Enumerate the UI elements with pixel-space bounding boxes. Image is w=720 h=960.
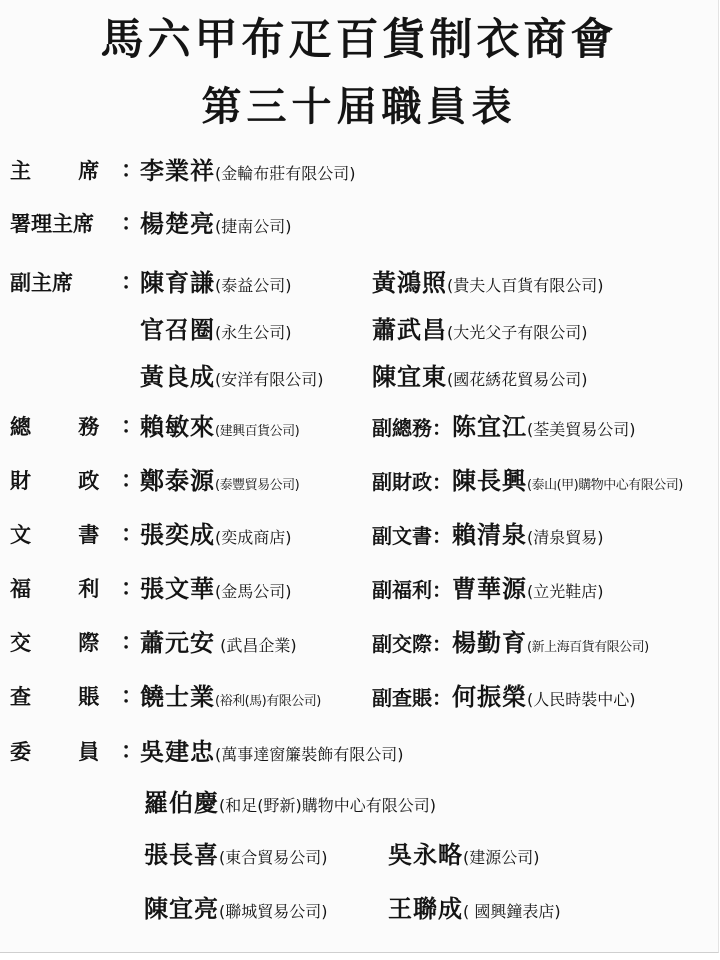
member-name: 賴清泉 — [452, 521, 527, 549]
vice-role-label: 副福利： — [372, 578, 452, 602]
member-company: (國花綉花貿易公司) — [447, 370, 588, 389]
member-name: 鄭泰源 — [140, 467, 215, 495]
colon: ： — [121, 630, 144, 655]
roster-title: 第三十届職員表 — [201, 84, 517, 130]
role-label-welfare: 福 利 — [10, 577, 120, 601]
member-company: (裕利(馬)有限公司) — [215, 694, 321, 709]
member-company: ( 國興鐘表店) — [463, 902, 561, 921]
member-company: (萬事達窗簾裝飾有限公司) — [215, 745, 404, 764]
member-name: 陳宜亮 — [144, 895, 219, 923]
member-entry — [372, 313, 588, 350]
member-company: (大光父子有限公司) — [447, 323, 588, 342]
member-company: (東合貿易公司) — [219, 848, 328, 867]
member-entry — [140, 680, 321, 719]
vice-role-label: 副總務： — [372, 416, 452, 440]
member-name: 吳建忠 — [140, 738, 215, 766]
member-name: 陳育謙 — [140, 269, 215, 297]
member-entry — [140, 266, 292, 303]
member-company: (貴夫人百貨有限公司) — [447, 276, 604, 295]
member-name: 楊勤育 — [452, 629, 527, 657]
member-name: 蕭武昌 — [372, 316, 447, 344]
member-entry — [144, 786, 436, 823]
member-name: 陈宜江 — [452, 413, 527, 441]
member-entry — [388, 892, 561, 929]
vice-role-label: 副交際： — [372, 632, 452, 656]
member-company: (聯城貿易公司) — [219, 902, 328, 921]
member-name: 張長喜 — [144, 841, 219, 869]
vice-entry — [372, 518, 604, 555]
member-company: (泰益公司) — [215, 276, 292, 295]
vice-entry — [372, 410, 636, 447]
role-label-acting-chairman: 署理主席 — [10, 212, 94, 236]
member-entry — [140, 410, 299, 449]
member-name: 何振榮 — [452, 683, 527, 711]
colon: ： — [121, 211, 144, 236]
member-company: (永生公司) — [215, 323, 292, 342]
vice-role-label: 副查賬： — [372, 686, 452, 710]
member-name: 張文華 — [140, 575, 215, 603]
vice-role-label: 副財政： — [372, 470, 452, 494]
role-label-committee: 委 員 — [10, 740, 120, 764]
member-company: (人民時裝中心) — [527, 690, 636, 709]
member-entry — [372, 360, 588, 397]
member-company: (新上海百貨有限公司) — [527, 640, 649, 655]
role-label-secretary: 文 書 — [10, 523, 120, 547]
member-name: 李業祥 — [140, 157, 215, 185]
member-company: (金馬公司) — [215, 582, 292, 601]
member-company: (荃美貿易公司) — [527, 420, 636, 439]
member-company: (安洋有限公司) — [215, 370, 324, 389]
member-name: 曹華源 — [452, 575, 527, 603]
member-name: 吳永略 — [388, 841, 463, 869]
member-entry — [140, 464, 299, 503]
member-name: 楊楚亮 — [140, 210, 215, 238]
association-title: 馬六甲布疋百貨制衣商會 — [100, 15, 618, 65]
member-entry — [140, 154, 356, 191]
member-entry — [140, 518, 292, 555]
member-name: 陳宜東 — [372, 363, 447, 391]
vice-entry — [372, 464, 683, 503]
member-company: (泰豐貿易公司) — [215, 478, 300, 493]
member-name: 黃良成 — [140, 363, 215, 391]
member-entry — [144, 838, 328, 875]
member-name: 陳長興 — [452, 467, 527, 495]
member-name: 饒士業 — [140, 683, 215, 711]
member-company: (建源公司) — [463, 848, 540, 867]
member-entry — [140, 626, 297, 663]
colon: ： — [121, 158, 144, 183]
member-company: (立光鞋店) — [527, 582, 604, 601]
member-company: (建興百貨公司) — [215, 424, 300, 439]
member-entry — [140, 207, 292, 244]
role-label-vice-chairman: 副主席 — [10, 271, 73, 295]
member-entry — [140, 313, 292, 350]
member-name: 官召圈 — [140, 316, 215, 344]
colon: ： — [121, 739, 144, 764]
member-entry — [372, 266, 604, 303]
member-company: (武昌企業) — [215, 636, 297, 655]
colon: ： — [121, 522, 144, 547]
member-company: (清泉貿易) — [527, 528, 604, 547]
colon: ： — [121, 270, 144, 295]
role-label-chairman: 主 席 — [10, 159, 120, 183]
member-entry — [140, 360, 324, 397]
role-label-general-affairs: 總 務 — [10, 415, 120, 439]
vice-role-label: 副文書： — [372, 524, 452, 548]
role-label-social: 交 際 — [10, 631, 120, 655]
member-name: 賴敏來 — [140, 413, 215, 441]
colon: ： — [121, 684, 144, 709]
member-name: 王聯成 — [388, 895, 463, 923]
member-name: 蕭元安 — [140, 629, 215, 657]
vice-entry — [372, 572, 604, 609]
vice-entry — [372, 626, 649, 665]
role-label-audit: 查 賬 — [10, 685, 120, 709]
colon: ： — [121, 414, 144, 439]
member-entry — [140, 735, 404, 772]
colon: ： — [121, 468, 144, 493]
colon: ： — [121, 576, 144, 601]
role-label-finance: 財 政 — [10, 469, 120, 493]
member-company: (奕成商店) — [215, 528, 292, 547]
member-name: 羅伯慶 — [144, 789, 219, 817]
member-entry — [388, 838, 540, 875]
member-company: (捷南公司) — [215, 217, 292, 236]
member-company: (和足(野新)購物中心有限公司) — [219, 796, 436, 815]
member-name: 張奕成 — [140, 521, 215, 549]
vice-entry — [372, 680, 636, 717]
member-entry — [140, 572, 292, 609]
member-company: (泰山(甲)購物中心有限公司) — [527, 478, 683, 493]
member-name: 黃鴻照 — [372, 269, 447, 297]
member-entry — [144, 892, 328, 929]
member-company: (金輪布莊有限公司) — [215, 164, 356, 183]
